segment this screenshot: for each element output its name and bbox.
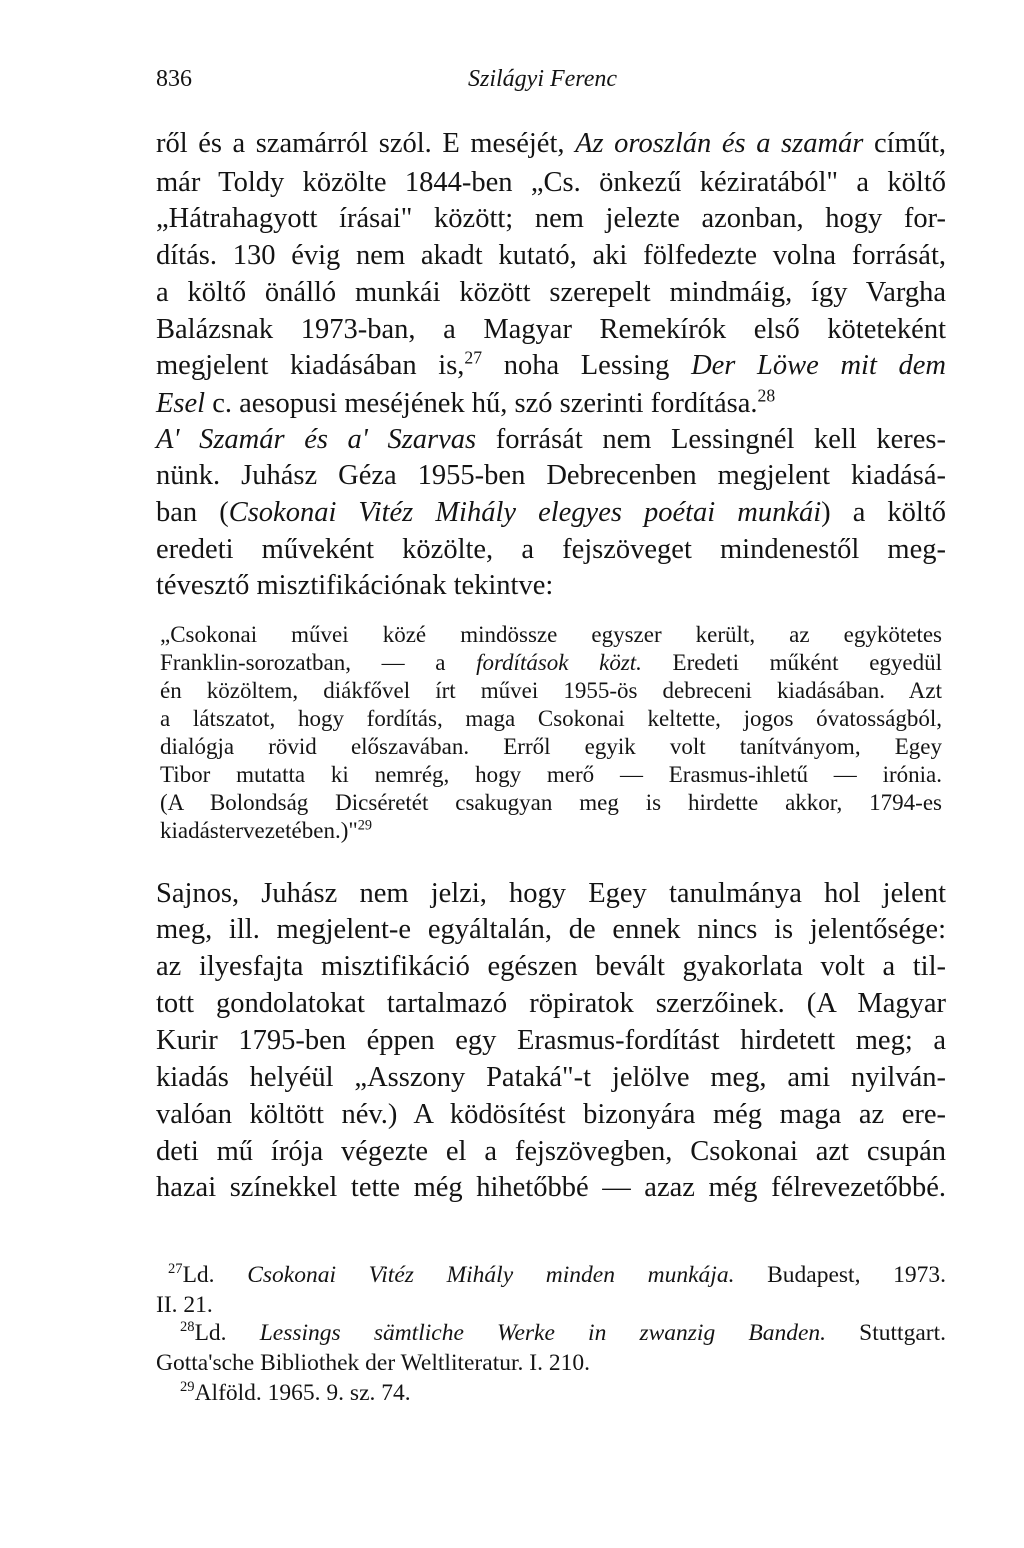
italic-text: Esel (156, 388, 206, 419)
text-line (156, 1136, 946, 1168)
text-run: „Hátrahagyott írásai" között; nem jelezte azonban, hogy for- (156, 203, 946, 234)
text-run: nünk. Juhász Géza 1955-ben Debrecenben megjelent kiadásá- (156, 460, 946, 491)
text-run: dítás. 130 évig nem akadt kutató, aki fölfedezte volna forrását, (156, 240, 946, 271)
footnote-line (180, 1380, 946, 1407)
text-line (156, 167, 946, 199)
italic-text: Csokonai Vitéz Mihály elegyes poétai munkái (228, 497, 822, 528)
text-run: deti mű írója végezte el a fejszövegben, Csokonai azt csupán (156, 1136, 946, 1167)
quote-line (160, 678, 942, 704)
text-run: Franklin-sorozatban, — a (160, 650, 477, 675)
text-run: hazai színekkel tette még hihetőbbé — azaz még félrevezetőbbé. (156, 1172, 946, 1203)
page-number: 836 (156, 66, 192, 92)
text-run: tévesztő misztifikációnak tekintve: (156, 570, 554, 601)
footnote-ref: 27 (168, 1261, 183, 1278)
footnote-ref: 28 (757, 385, 776, 406)
text-line (156, 1062, 946, 1094)
text-line (156, 424, 946, 456)
text-line (156, 914, 946, 946)
text-run: noha Lessing (482, 350, 692, 381)
quote-line (160, 734, 942, 760)
text-run: Ld. (194, 1320, 260, 1346)
running-title: Szilágyi Ferenc (468, 66, 618, 92)
text-line (156, 534, 946, 566)
text-line (156, 951, 946, 983)
text-run: Budapest, 1973. (734, 1262, 946, 1288)
text-run: az ilyesfajta misztifikáció egészen bevált gyakorlata volt a til- (156, 951, 946, 982)
footnote-line (156, 1292, 946, 1319)
text-line (156, 385, 946, 420)
text-run: Tibor mutatta ki nemrég, hogy merő — Erasmus-ihletű — irónia. (160, 762, 942, 787)
text-line (156, 1025, 946, 1057)
text-line (156, 128, 946, 160)
footnote-ref: 27 (464, 347, 483, 368)
text-run: valóan költött név.) A ködösítést bizonyára még maga az ere- (156, 1099, 946, 1130)
text-run: Eredeti műként egyedül (641, 650, 942, 675)
footnote-ref: 28 (180, 1319, 195, 1336)
text-run: Stuttgart. (826, 1320, 946, 1346)
footnote-line (156, 1350, 946, 1377)
text-line (156, 203, 946, 235)
text-run: Ld. (182, 1262, 248, 1288)
text-run: forrását nem Lessingnél kell keres- (476, 424, 946, 455)
text-run: tott gondolatokat tartalmazó röpiratok szerzőinek. (A Magyar (156, 988, 946, 1019)
text-run: II. 21. (156, 1292, 213, 1318)
text-run: Gotta'sche Bibliothek der Weltliteratur. I. 210. (156, 1350, 590, 1376)
text-run: ) a költő (821, 497, 946, 528)
text-run: címűt, (863, 128, 946, 159)
text-run: c. aesopusi meséjének hű, szó szerinti fordítása. (205, 388, 758, 419)
quote-line (160, 622, 942, 648)
text-line (156, 460, 946, 492)
italic-text: fordítások közt. (476, 650, 642, 675)
footnote-line (180, 1320, 946, 1347)
text-run: kiadástervezetében.)" (160, 818, 358, 843)
page-header (156, 66, 956, 96)
text-line (156, 1172, 946, 1204)
text-run: Balázsnak 1973-ban, a Magyar Remekírók első köteteként (156, 314, 946, 345)
footnote-line (168, 1262, 946, 1289)
text-run: (A Bolondság Dicséretét csakugyan meg is hirdette akkor, 1794-es (160, 790, 942, 815)
italic-text: A' Szamár és a' Szarvas (156, 424, 477, 455)
text-run: Sajnos, Juhász nem jelzi, hogy Egey tanulmánya hol jelent (156, 878, 946, 909)
text-run: én közöltem, diákfővel írt művei 1955-ös debreceni kiadásában. Azt (160, 678, 942, 703)
text-run: meg, ill. megjelent-e egyáltalán, de ennek nincs is jelentősége: (156, 914, 946, 945)
text-line (156, 988, 946, 1020)
text-line (156, 497, 946, 529)
italic-text: Csokonai Vitéz Mihály minden munkája. (247, 1262, 735, 1288)
footnote-ref: 29 (180, 1379, 195, 1396)
italic-text: Lessings sämtliche Werke in zwanzig Banden. (259, 1320, 827, 1346)
text-run: Kurir 1795-ben éppen egy Erasmus-fordítást hirdetett meg; a (156, 1025, 946, 1056)
text-line (156, 1099, 946, 1131)
footnote-ref: 29 (357, 817, 372, 834)
text-run: eredeti műveként közölte, a fejszöveget mindenestől meg- (156, 534, 946, 565)
text-line (156, 314, 946, 346)
quote-line (160, 762, 942, 788)
text-run: ről és a szamárról szól. E meséjét, (156, 128, 576, 159)
text-run: Alföld. 1965. 9. sz. 74. (194, 1380, 411, 1406)
italic-text: Der Löwe mit dem (691, 350, 946, 381)
text-run: a látszatot, hogy fordítás, maga Csokonai keltette, jogos óvatosságból, (160, 706, 942, 731)
text-line (156, 240, 946, 272)
italic-text: Az oroszlán és a szamár (575, 128, 864, 159)
text-run: már Toldy közölte 1844-ben „Cs. önkezű kéziratából" a költő (156, 167, 946, 198)
text-run: ban ( (156, 497, 229, 528)
text-run: dialógja rövid előszavában. Erről egyik volt tanítványom, Egey (160, 734, 942, 759)
quote-line (160, 706, 942, 732)
quote-line (160, 790, 942, 816)
text-line (156, 878, 946, 910)
text-run: a költő önálló munkái között szerepelt mindmáig, így Vargha (156, 277, 946, 308)
text-run: „Csokonai művei közé mindössze egyszer került, az egykötetes (160, 622, 942, 647)
text-run: megjelent kiadásában is, (156, 350, 465, 381)
quote-line (160, 650, 942, 676)
quote-line (160, 818, 942, 844)
text-line (156, 347, 946, 382)
text-line (156, 277, 946, 309)
text-run: kiadás helyéül „Asszony Pataká"-t jelölve meg, ami nyilván- (156, 1062, 946, 1093)
text-line (156, 570, 946, 602)
